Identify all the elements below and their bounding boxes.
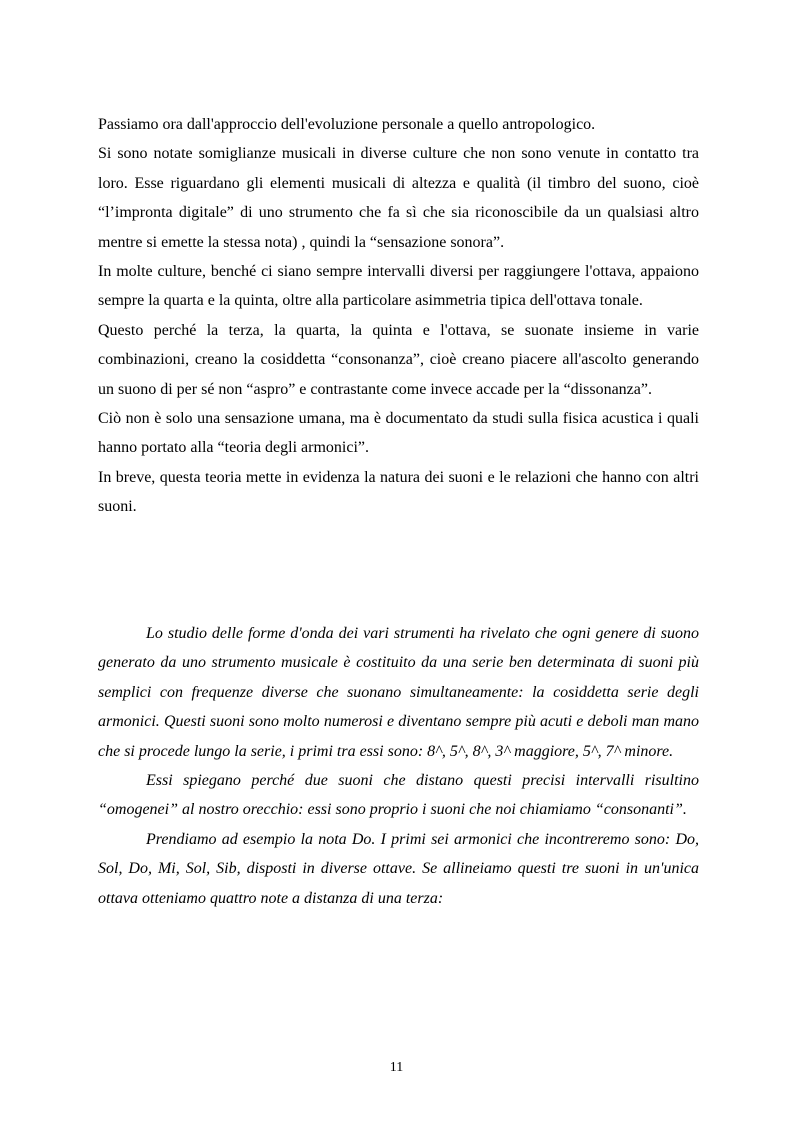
quote-paragraph-1: Lo studio delle forme d'onda dei vari strumenti ha rivelato che ogni genere di suono generato da uno strumento musicale è costituito da una serie ben determinata di suoni più semplici con frequenze diverse che suonano simultaneamente: la cosiddetta serie degli armonici. Questi suoni sono molto numerosi e diventano sempre più acuti e deboli man mano che si procede lungo la serie, i primi tra essi sono: 8^, 5^, 8^, 3^ maggiore, 5^, 7^ minore. xyxy=(98,625,699,760)
paragraph-2: Si sono notate somiglianze musicali in diverse culture che non sono venute in contatto tra loro. Esse riguardano gli elementi musicali di altezza e qualità (il timbro del suono, cioè “l’impronta digitale” di uno strumento che fa sì che sia riconoscibile da un qualsiasi altro mentre si emette la stessa nota) , quindi la “sensazione sonora”. xyxy=(98,145,699,251)
paragraph-6: In breve, questa teoria mette in evidenza la natura dei suoni e le relazioni che hanno con altri suoni. xyxy=(98,468,699,516)
italic-quotation xyxy=(98,619,699,913)
quote-paragraph-3: Prendiamo ad esempio la nota Do. I primi sei armonici che incontreremo sono: Do, Sol, Do, Mi, Sol, Sib, disposti in diverse ottave. Se allineiamo questi tre suoni in un'unica ottava otteniamo quattro note a distanza di una terza: xyxy=(98,830,699,907)
paragraph-1: Passiamo ora dall'approccio dell'evoluzione personale a quello antropologico. xyxy=(98,116,596,133)
paragraph-3: In molte culture, benché ci siano sempre intervalli diversi per raggiungere l'ottava, appaiono sempre la quarta e la quinta, oltre alla particolare asimmetria tipica dell'ottava tonale. xyxy=(98,263,699,310)
paragraph-5: Ciò non è solo una sensazione umana, ma è documentato da studi sulla fisica acustica i quali hanno portato alla “teoria degli armonici”. xyxy=(98,410,699,457)
paragraph-4: Questo perché la terza, la quarta, la quinta e l'ottava, se suonate insieme in varie combinazioni, creano la cosiddetta “consonanza”, cioè creano piacere all'ascolto generando un suono di per sé non “aspro” e contrastante come invece accade per la “dissonanza”. xyxy=(98,321,699,398)
main-text xyxy=(98,110,699,522)
quote-paragraph-2: Essi spiegano perché due suoni che distano questi precisi intervalli risultino “omogenei” al nostro orecchio: essi sono proprio i suoni che noi chiamiamo “consonanti”. xyxy=(98,772,699,819)
page-number: 11 xyxy=(389,1060,404,1075)
